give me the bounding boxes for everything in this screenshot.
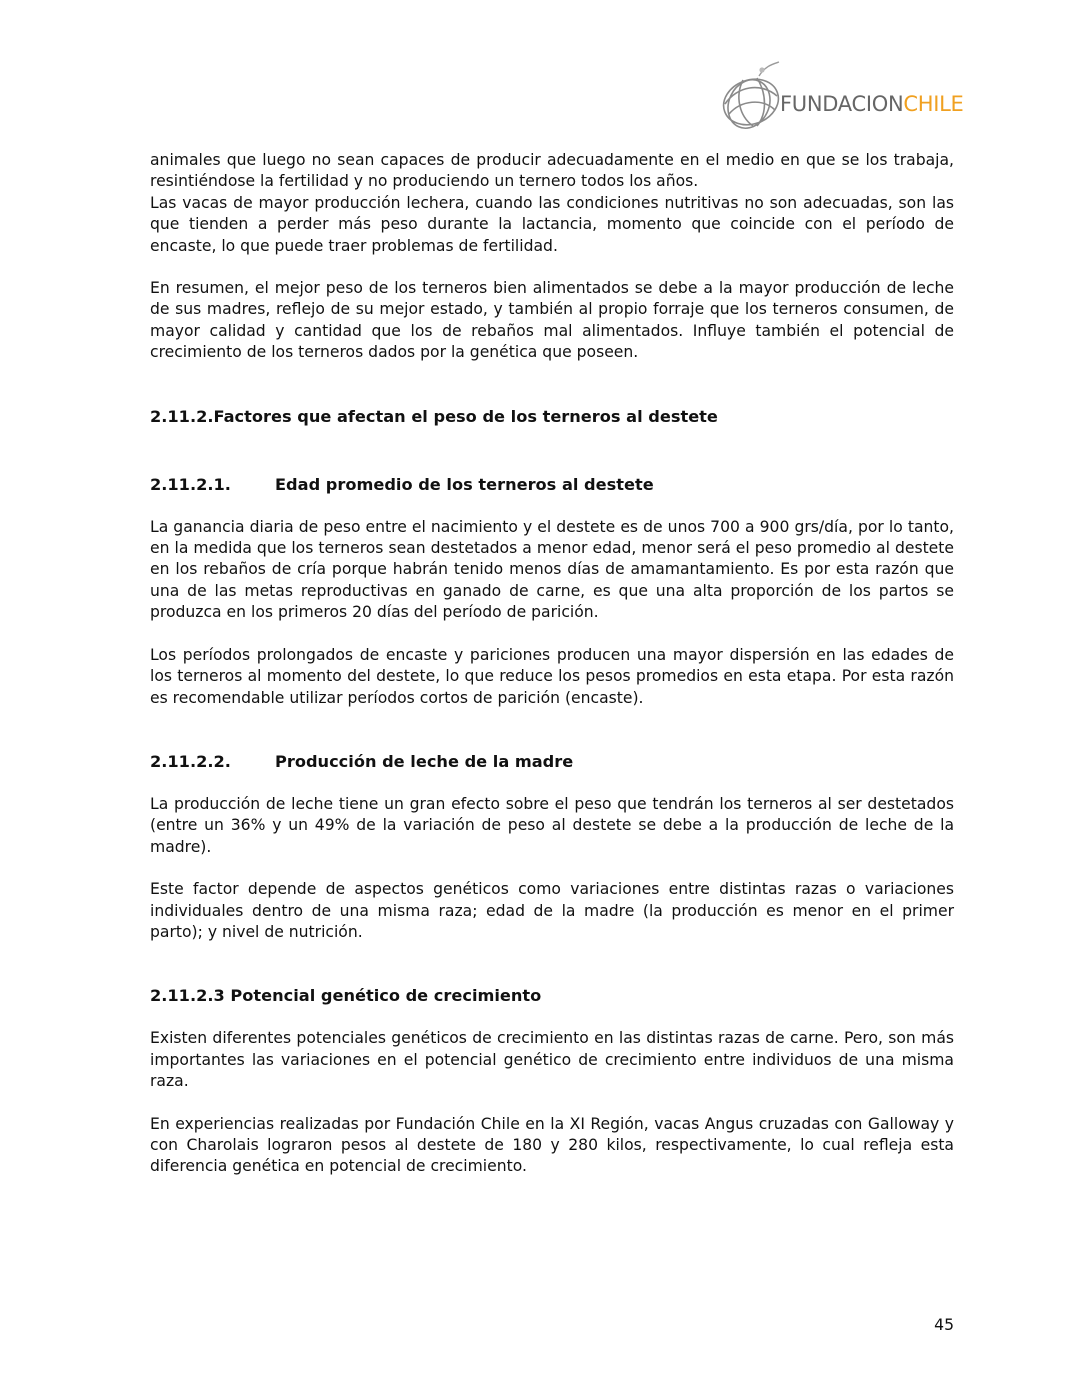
section-heading-2-11-2: 2.11.2. Factores que afectan el peso de los terneros al destete [150, 406, 718, 426]
fundacion-chile-logo [715, 60, 965, 132]
page-number: 45 [934, 1316, 954, 1334]
document-body [150, 150, 954, 1178]
paragraph: Este factor depende de aspectos genéticos como variaciones entre distintas razas o variaciones individuales dentro de una misma raza; edad de la madre (la producción es menor en el primer parto); y nivel de nutrición. [150, 880, 954, 941]
paragraph: La producción de leche tiene un gran efecto sobre el peso que tendrán los terneros al ser destetados (entre un 36% y un 49% de la variación de peso al destete se debe a la producción de leche de la madre). [150, 794, 954, 856]
paragraph: En experiencias realizadas por Fundación Chile en la XI Región, vacas Angus cruzadas con Galloway y con Charolais lograron pesos al destete de 180 y 280 kilos, respectivamente, lo cual refleja esta diferencia genética en potencial de crecimiento. [150, 1114, 954, 1176]
paragraph: En resumen, el mejor peso de los terneros bien alimentados se debe a la mayor producción de leche de sus madres, reflejo de su mejor estado, y también al propio forraje que los terneros consumen, de mayor calidad y cantidad que los de rebaños mal alimentados. Influye también el potencial de crecimiento de los terneros dados por la genética que poseen. [150, 279, 954, 362]
paragraph: Existen diferentes potenciales genéticos de crecimiento en las distintas razas de carne. Pero, son más importantes las variaciones en el potencial genético de crecimiento entre individuos de una misma raza. [150, 1029, 954, 1091]
paragraph: Las vacas de mayor producción lechera, cuando las condiciones nutritivas no son adecuadas, son las que tienden a perder más peso durante la lactancia, momento que coincide con el período de encaste, lo que puede traer problemas de fertilidad. [150, 193, 954, 255]
section-heading-2-11-2-2: 2.11.2.2. Producción de leche de la madre [150, 751, 574, 771]
paragraph: La ganancia diaria de peso entre el nacimiento y el destete es de unos 700 a 900 grs/día, por lo tanto, en la medida que los terneros sean destetados a menor edad, menor será el peso promedio al destete en los rebaños de cría porque habrán tenido menos días de amamantamiento. Es por esta razón que una de las metas reproductivas en ganado de carne, es que una alta proporción de los partos se produzca en los primeros 20 días del período de parición. [150, 517, 954, 622]
section-heading-2-11-2-3: 2.11.2.3 Potencial genético de crecimiento [150, 986, 542, 1006]
globe-swirl-icon [715, 60, 790, 132]
paragraph: Los períodos prolongados de encaste y pariciones producen una mayor dispersión en las edades de los terneros al momento del destete, lo que reduce los pesos promedios en esta etapa. Por esta razón es recomendable utilizar períodos cortos de parición (encaste). [150, 645, 954, 707]
paragraph: animales que luego no sean capaces de producir adecuadamente en el medio en que se los trabaja, resintiéndose la fertilidad y no produciendo un ternero todos los años. [150, 151, 954, 191]
section-heading-2-11-2-1: 2.11.2.1. Edad promedio de los terneros al destete [150, 474, 654, 494]
logo-wordmark: FUNDACIONCHILE [780, 92, 964, 116]
